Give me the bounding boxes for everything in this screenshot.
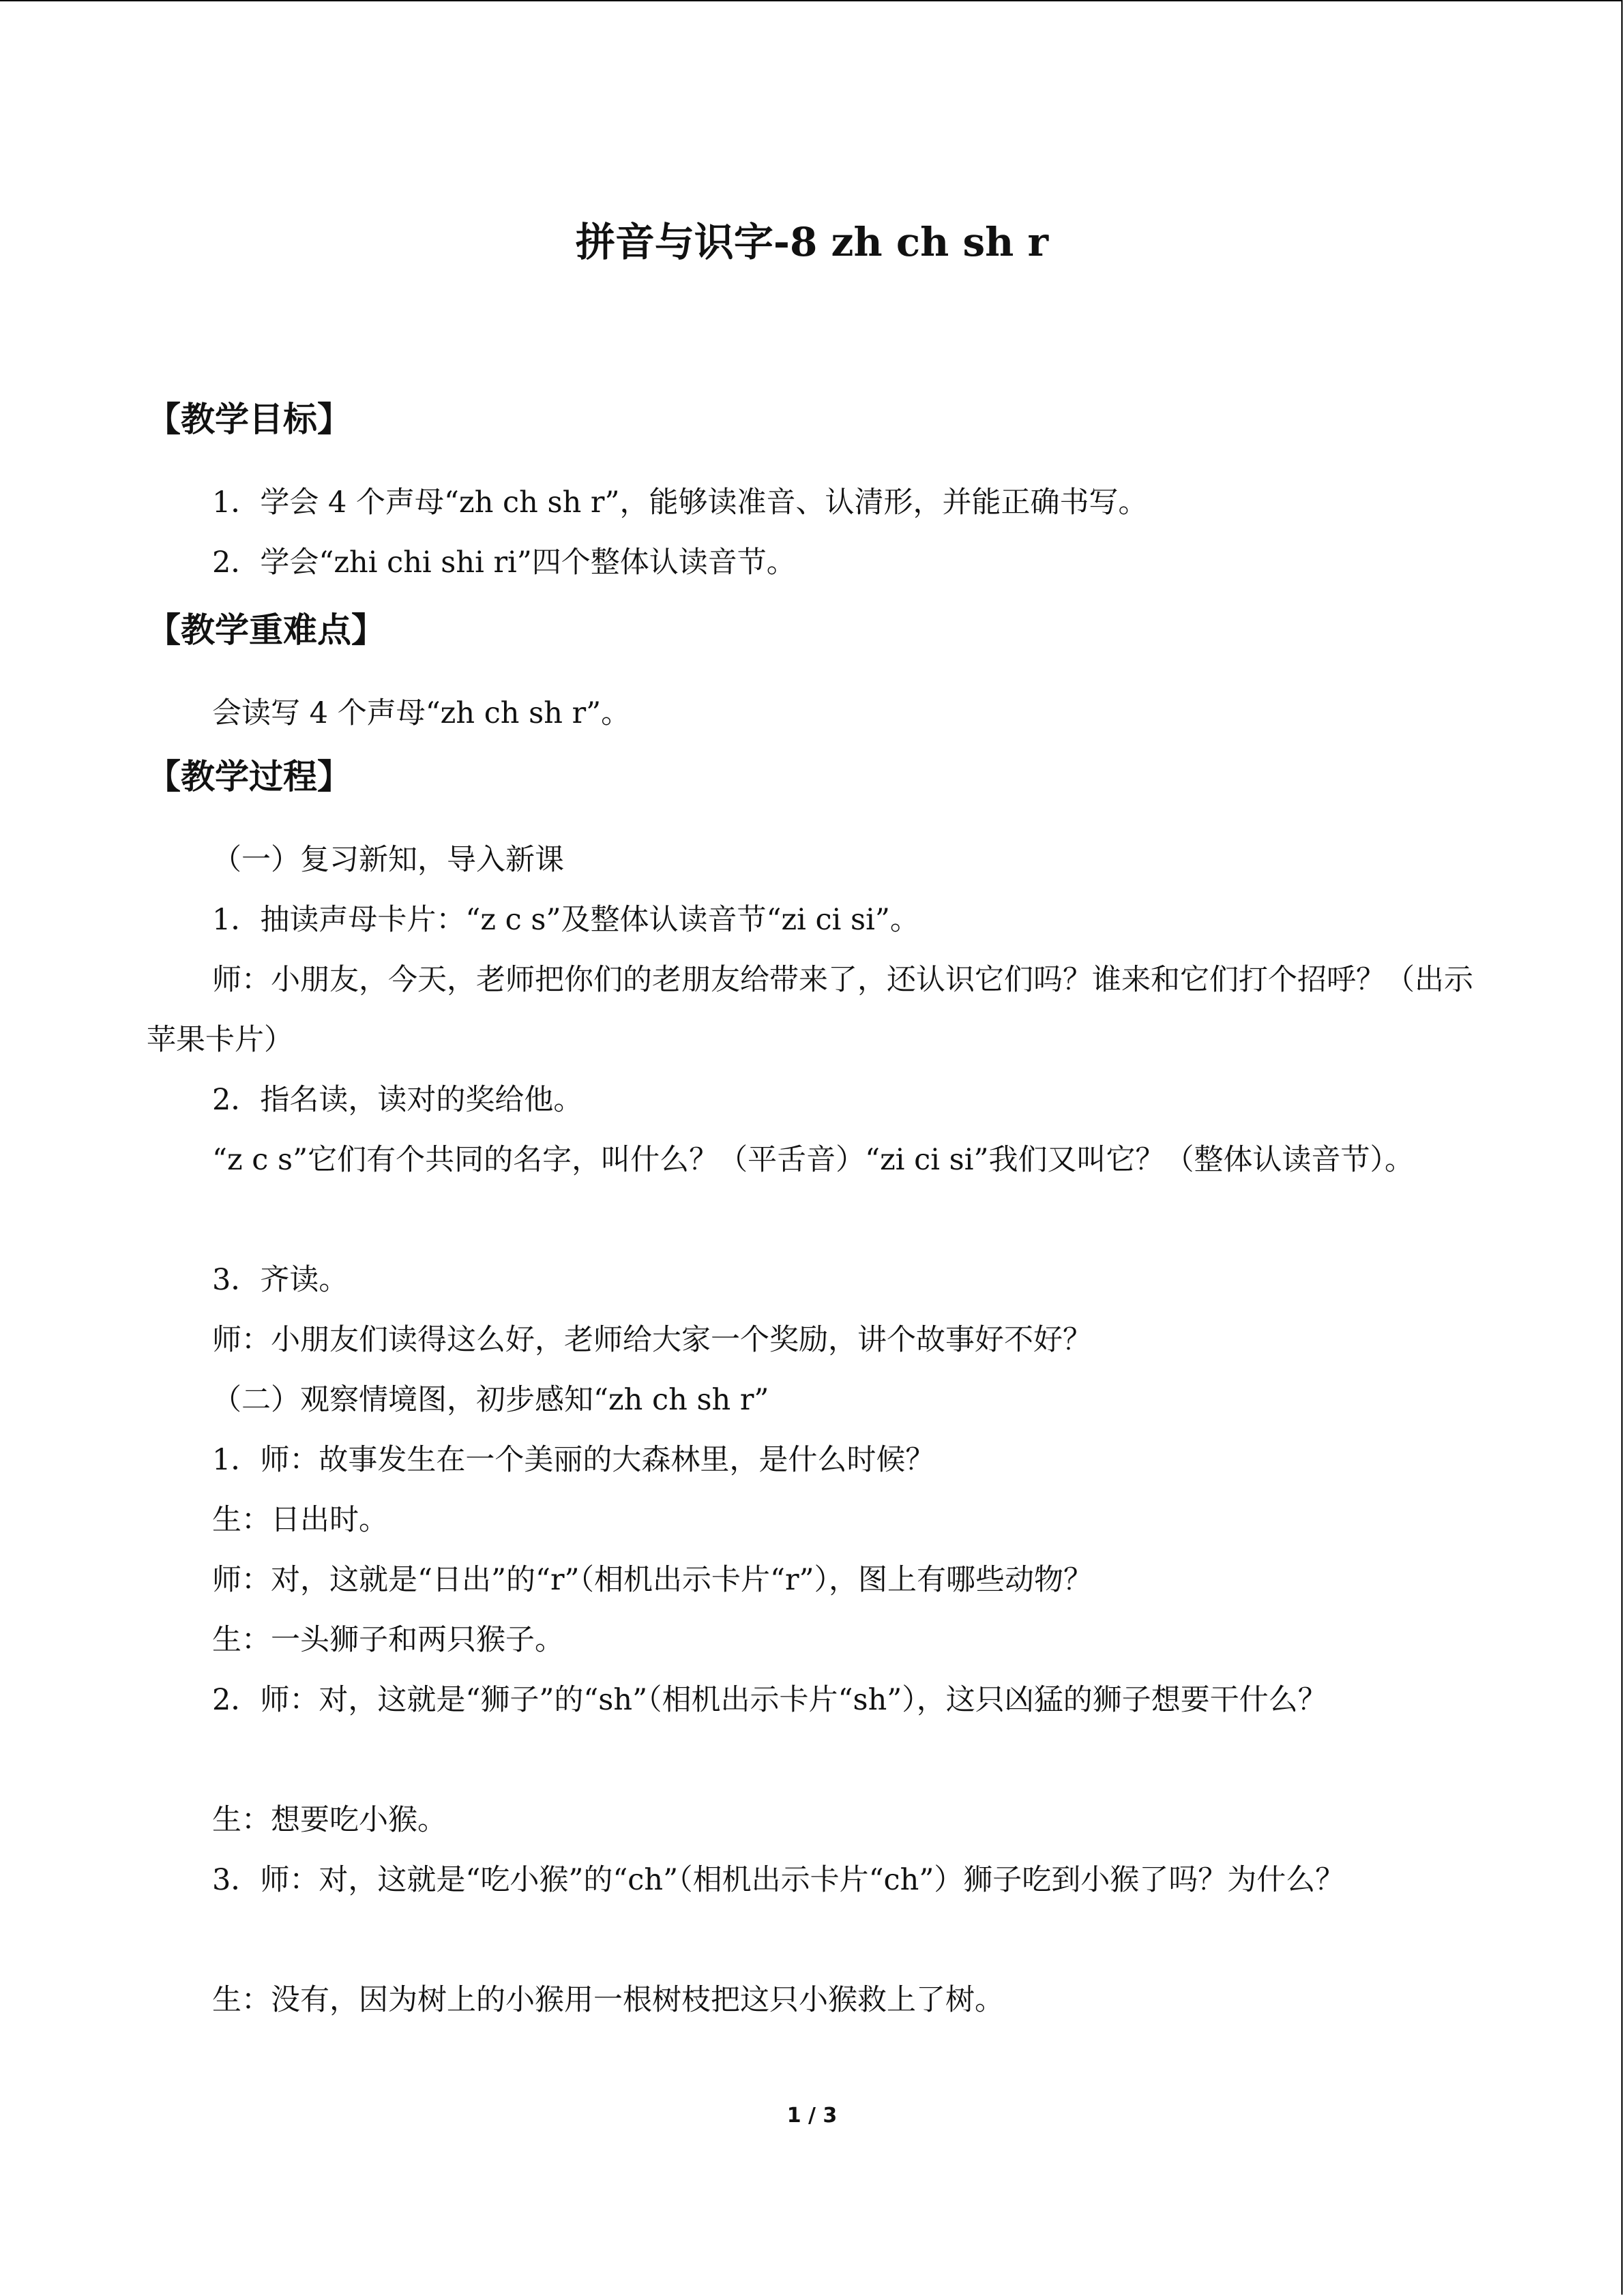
process-item: 师：小朋友们读得这么好，老师给大家一个奖励，讲个故事好不好？ (212, 1323, 1092, 1357)
process-item: 1．师：故事发生在一个美丽的大森林里，是什么时候？ (212, 1443, 935, 1477)
process-item: 3．师：对，这就是“吃小猴”的“ch”（相机出示卡片“ch”）狮子吃到小猴了吗？为什么？ (212, 1863, 1345, 1897)
process-item: （二）观察情境图，初步感知“zh ch sh r” (212, 1383, 769, 1417)
process-item: 生：一头狮子和两只猴子。 (212, 1623, 564, 1657)
process-item: 3．齐读。 (212, 1263, 349, 1297)
process-item: 1．抽读声母卡片：“z c s”及整体认读音节“zi ci si”。 (212, 903, 919, 937)
section-heading-process: 【教学过程】 (147, 757, 351, 796)
goal-item: 2．学会“zhi chi shi ri”四个整体认读音节。 (212, 546, 796, 580)
document-title: 拼音与识字-8 zh ch sh r (575, 219, 1049, 265)
process-item: 师：对，这就是“日出”的“r”（相机出示卡片“r”），图上有哪些动物？ (212, 1563, 1093, 1597)
process-item: “z c s”它们有个共同的名字，叫什么？（平舌音）“zi ci si”我们又叫它？（整体认读音节）。 (212, 1143, 1414, 1177)
process-item: 生：日出时。 (212, 1503, 388, 1537)
section-heading-key-points: 【教学重难点】 (147, 610, 385, 650)
process-item: （一）复习新知，导入新课 (212, 843, 564, 877)
page-number: 1 / 3 (786, 2104, 838, 2128)
process-item: 生：没有，因为树上的小猴用一根树枝把这只小猴救上了树。 (212, 1983, 1004, 2017)
key-point-item: 会读写 4 个声母“zh ch sh r”。 (212, 696, 631, 730)
section-heading-goals: 【教学目标】 (147, 400, 351, 439)
process-item: 2．师：对，这就是“狮子”的“sh”（相机出示卡片“sh”），这只凶猛的狮子想要干什么？ (212, 1683, 1327, 1717)
process-item: 生：想要吃小猴。 (212, 1803, 447, 1837)
process-item: 师：小朋友，今天，老师把你们的老朋友给带来了，还认识它们吗？谁来和它们打个招呼？（出示苹果卡片） (147, 963, 1473, 1057)
process-item: 2．指名读，读对的奖给他。 (212, 1083, 583, 1117)
goal-item: 1．学会 4 个声母“zh ch sh r”，能够读准音、认清形，并能正确书写。 (212, 486, 1148, 520)
